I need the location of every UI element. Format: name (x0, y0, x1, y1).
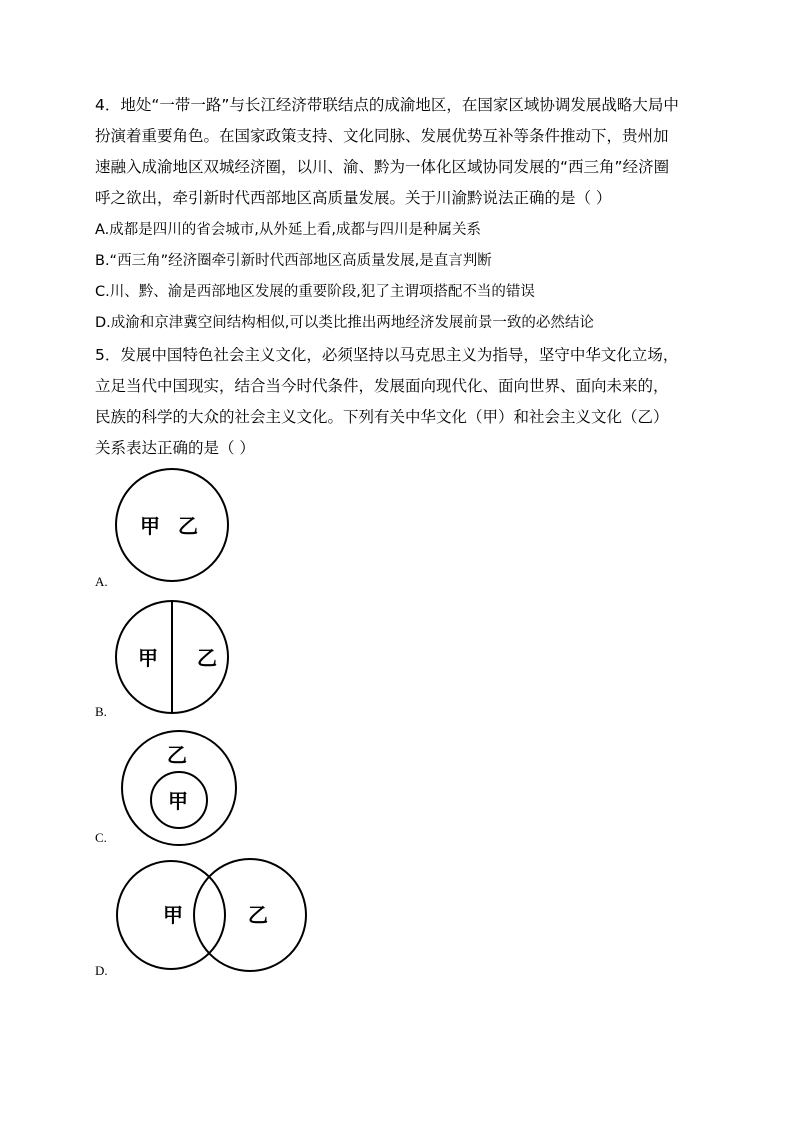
q4-stem-line: 扮演着重要角色。在国家政策支持、文化同脉、发展优势互补等条件推动下，贵州加 (95, 127, 669, 145)
q4-option-a: A.成都是四川的省会城市,从外延上看,成都与四川是种属关系 (95, 222, 481, 238)
diagram-d-yi: 乙 (248, 903, 268, 927)
q5-option-d-label: D. (95, 963, 108, 978)
diagram-a-yi: 乙 (178, 514, 198, 538)
diagram-b-jia: 甲 (138, 646, 158, 670)
q5-option-a-label: A. (95, 574, 108, 589)
q4-stem-line: 速融入成渝地区双城经济圈，以川、渝、黔为一体化区域协同发展的“西三角”经济圈 (95, 158, 670, 176)
q5-option-c-label: C. (95, 830, 107, 845)
diagram-a-circle (116, 469, 228, 581)
q5-stem-line: 5．发展中国特色社会主义文化，必须坚持以马克思主义为指导，坚守中华文化立场， (95, 346, 679, 364)
q4-stem-line: 呼之欲出，牵引新时代西部地区高质量发展。关于川渝黔说法正确的是（ ） (95, 189, 612, 207)
diagram-b-yi: 乙 (197, 646, 217, 670)
q4-option-d: D.成渝和京津冀空间结构相似,可以类比推出两地经济发展前景一致的必然结论 (95, 315, 594, 331)
diagram-a-jia: 甲 (140, 514, 160, 538)
diagram-c-jia: 甲 (168, 789, 188, 813)
diagram-c-yi: 乙 (167, 743, 187, 767)
q5-option-b-label: B. (95, 704, 107, 719)
diagram-d-jia: 甲 (163, 903, 183, 927)
q5-stem-line: 民族的科学的大众的社会主义文化。下列有关中华文化（甲）和社会主义文化（乙） (95, 408, 669, 426)
q4-option-c: C.川、黔、渝是西部地区发展的重要阶段,犯了主谓项搭配不当的错误 (95, 284, 535, 300)
q5-stem-line: 关系表达正确的是（ ） (95, 439, 255, 457)
q5-stem-line: 立足当代中国现实，结合当今时代条件，发展面向现代化、面向世界、面向未来的， (95, 377, 669, 395)
q4-stem-line: 4．地处“一带一路”与长江经济带联结点的成渝地区，在国家区域协调发展战略大局中 (95, 96, 679, 114)
q4-option-b: B.“西三角”经济圈牵引新时代西部地区高质量发展,是直言判断 (95, 253, 492, 269)
